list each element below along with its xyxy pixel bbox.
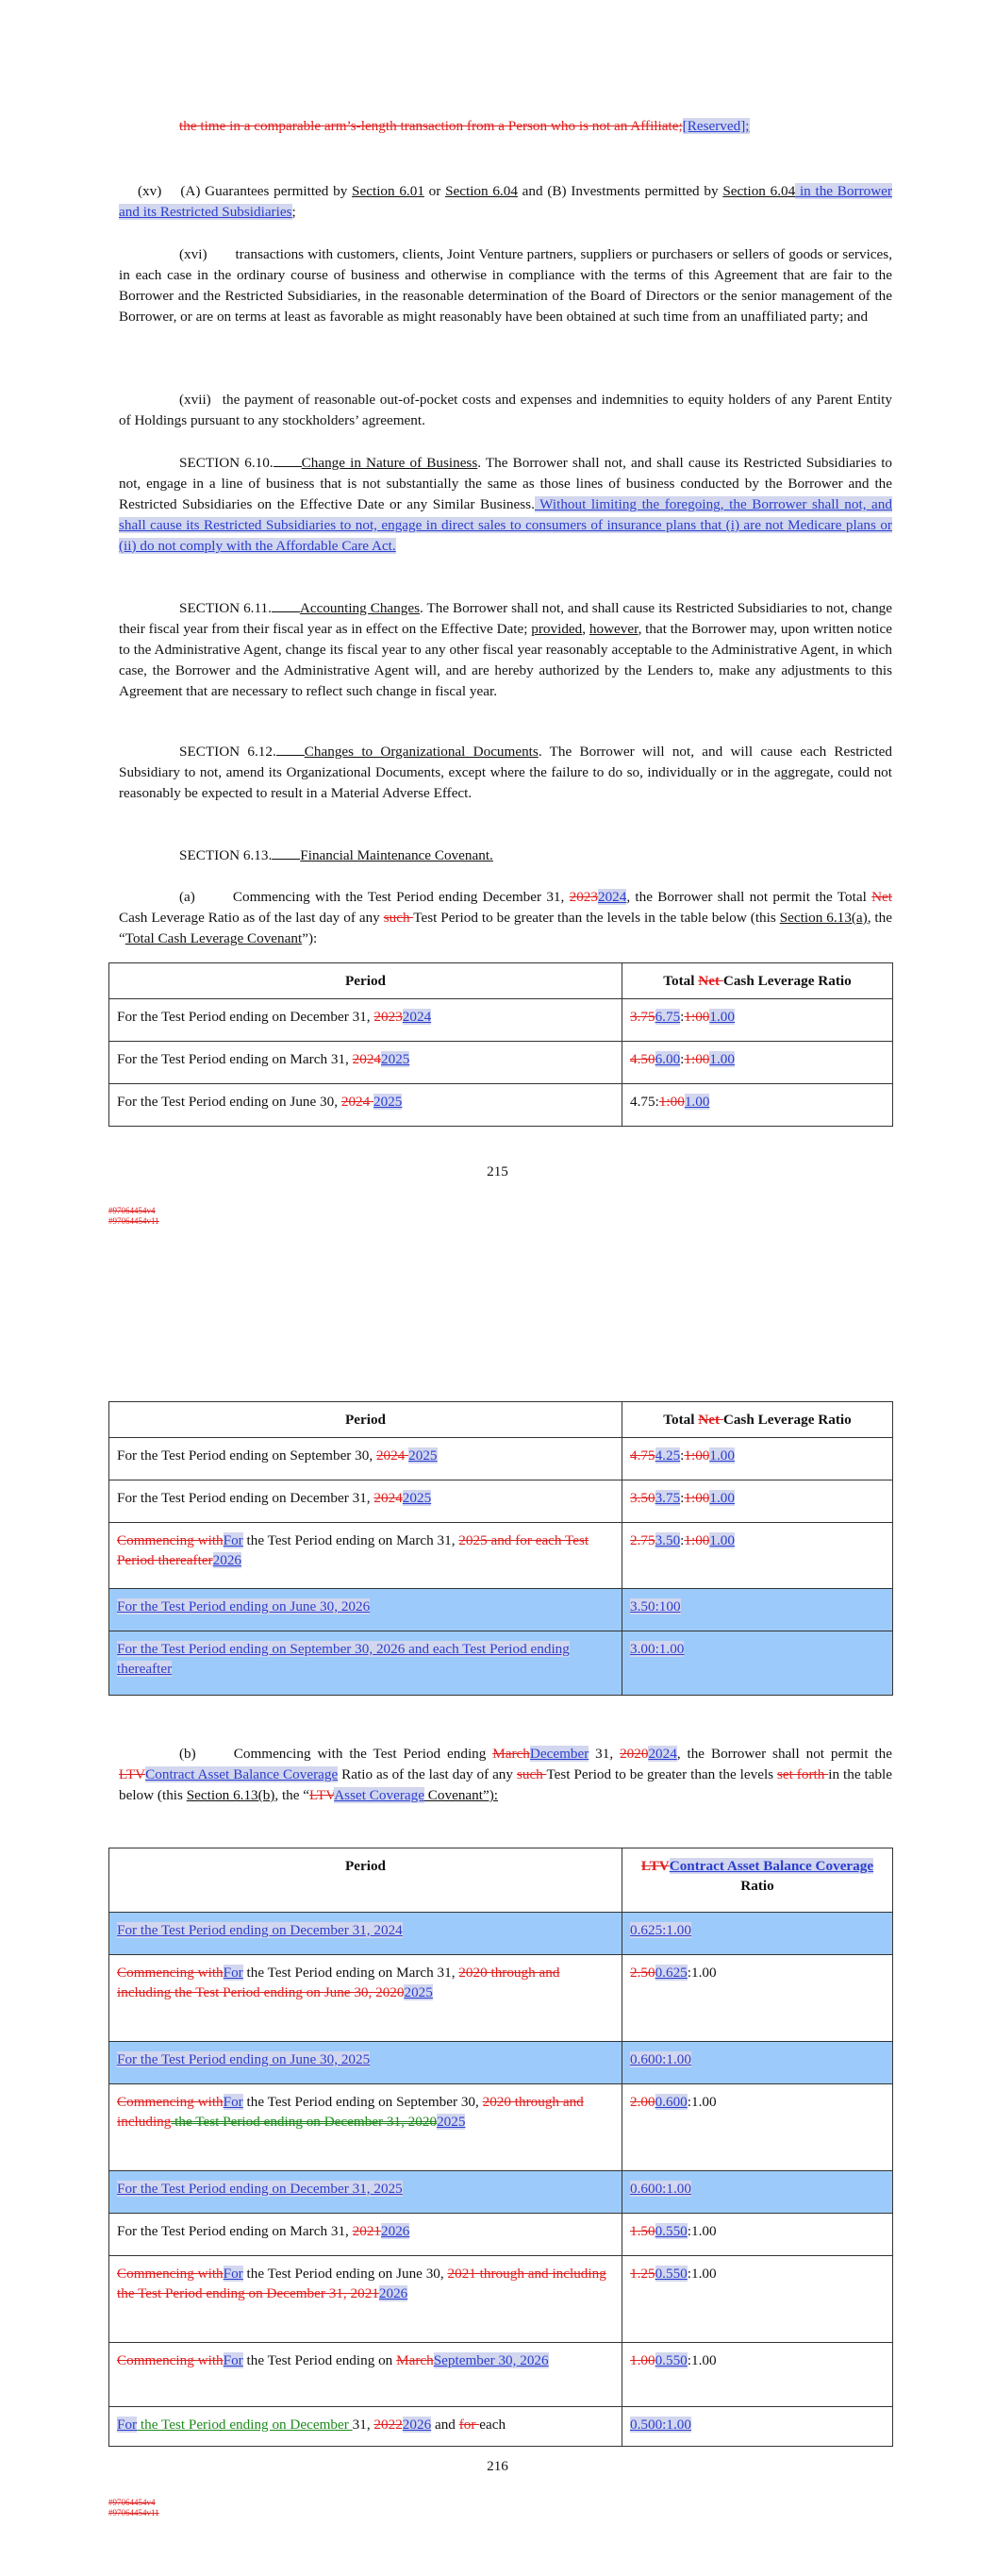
- section-6-12: SECTION 6.12. Changes to Organizational Documents. The Borrower will not, and will cause each Restricted Subsidiary to not, amend its Organizational Documents, except where the failure to do so, individually or in the aggregate, could not reasonably be expected to result in a Material Adverse Effect.: [119, 744, 892, 801]
- section-6-11: SECTION 6.11. Accounting Changes. The Borrower shall not, and shall cause its Restricted Subsidiaries to not, change their fiscal year from their fiscal year as in effect on the Effective Date; provided, however, that the Borrower may, upon written notice to the Administrative Agent, change its fiscal year to any other fiscal year reasonably acceptable to the Administrative Agent, in which case, the Borrower and the Administrative Agent will, and are hereby authorized by the Lenders to, make any adjustments to this Agreement that are necessary to reflect such change in fiscal year.: [119, 600, 893, 699]
- page-215: [0, 0, 995, 1283]
- table-row: For the Test Period ending on September 30, 2024 2025 4.754.25:1:001.00: [109, 1438, 893, 1480]
- table-row: For the Test Period ending on December 31, 20222026 and for each 0.500:1.00: [109, 2407, 893, 2447]
- table-row: Commencing withFor the Test Period ending on June 30, 2021 through and including the Test Period ending on December 31, 20212026 1.250.550:1.00: [109, 2256, 893, 2343]
- clause-xvii: (xvii) the payment of reasonable out-of-pocket costs and expenses and indemnities to equity holders of any Parent Entity of Holdings pursuant to any stockholders’ agreement.: [119, 392, 892, 428]
- column-header-ratio: LTVContract Asset Balance Coverage Ratio: [622, 1848, 893, 1913]
- clause-b: (b) Commencing with the Test Period ending MarchDecember 31, 20202024, the Borrower shall not permit the LTVContract Asset Balance Coverage Ratio as of the last day of any such Test Period to be greater than the levels set forth in the table below (this Section 6.13(b), the “LTVAsset Coverage Covenant”):: [119, 1746, 892, 1803]
- footer-doc-id-1: #97064454v4: [108, 2498, 156, 2507]
- table-row: For the Test Period ending on December 31, 20242025 3.503.75:1:001.00: [109, 1480, 893, 1523]
- column-header-ratio: Total Net Cash Leverage Ratio: [622, 1402, 893, 1438]
- table-row: Commencing withFor the Test Period ending on March 31, 2020 through and including the Test Period ending on June 30, 20202025 2.500.625:1.00: [109, 1955, 893, 2042]
- asset-coverage-table: [108, 1848, 893, 2447]
- leverage-table-1: [108, 962, 893, 1127]
- column-header-period: Period: [109, 963, 622, 999]
- table-row: Commencing withFor the Test Period ending on MarchSeptember 30, 2026 1.000.550:1.00: [109, 2343, 893, 2407]
- clause-xvi: (xvi) transactions with customers, clients, Joint Venture partners, suppliers or purchasers or sellers of goods or services, in each case in the ordinary course of business and otherwise in compliance with the terms of this Agreement that are fair to the Borrower and the Restricted Subsidiaries, in the reasonable determination of the Board of Directors or the senior management of the Borrower, or are on terms at least as favorable as might reasonably have been obtained at such time from an unaffiliated party; and: [119, 246, 892, 325]
- leverage-table-2: [108, 1401, 893, 1696]
- table-header-row: [109, 1402, 893, 1438]
- table-row: Commencing withFor the Test Period ending on March 31, 2025 and for each Test Period thereafter2026 2.753.50:1:001.00: [109, 1523, 893, 1589]
- table-row: For the Test Period ending on June 30, 2025 0.600:1.00: [109, 2042, 893, 2084]
- column-header-period: Period: [109, 1848, 622, 1913]
- page-number: 215: [487, 1163, 508, 1179]
- table-row: Commencing withFor the Test Period ending on September 30, 2020 through and including the Test Period ending on December 31, 20202025 2.000.600:1.00: [109, 2084, 893, 2171]
- table-row: For the Test Period ending on September 30, 2026 and each Test Period ending thereafter 3.00:1.00: [109, 1631, 893, 1696]
- footer-doc-id-2: #97064454v11: [108, 1216, 159, 1226]
- table-header-row: [109, 1848, 893, 1913]
- table-row: For the Test Period ending on June 30, 2026 3.50:100: [109, 1589, 893, 1631]
- footer-doc-id-2: #97064454v11: [108, 2508, 159, 2517]
- table-row: For the Test Period ending on December 31, 2025 0.600:1.00: [109, 2171, 893, 2214]
- table-row: For the Test Period ending on June 30, 2024 2025 4.75:1:001.00: [109, 1084, 893, 1127]
- column-header-period: Period: [109, 1402, 622, 1438]
- page-216: [0, 1283, 995, 2576]
- reserved-paragraph: the time in a comparable arm’s-length transaction from a Person who is not an Affiliate;[Reserved];: [179, 118, 750, 134]
- page-number: 216: [487, 2458, 508, 2474]
- table-row: For the Test Period ending on December 31, 2024 0.625:1.00: [109, 1913, 893, 1955]
- clause-xv: (xv) (A) Guarantees permitted by Section 6.01 or Section 6.04 and (B) Investments permitted by Section 6.04 in the Borrower and its Restricted Subsidiaries;: [119, 183, 892, 220]
- footer-doc-id-1: #97064454v4: [108, 1206, 156, 1215]
- table-row: For the Test Period ending on December 31, 20232024 3.756.75:1:001.00: [109, 999, 893, 1042]
- table-row: For the Test Period ending on March 31, 20212026 1.500.550:1.00: [109, 2214, 893, 2256]
- section-6-10: SECTION 6.10. Change in Nature of Business. The Borrower shall not, and shall cause its Restricted Subsidiaries to not, engage in a line of business that is not substantially the same as those lines of business conducted by the Borrower and the Restricted Subsidiaries on the Effective Date or any Similar Business. Without limiting the foregoing, the Borrower shall not, and shall cause its Restricted Subsidiaries to not, engage in direct sales to consumers of insurance plans that (i) are not Medicare plans or (ii) do not comply with the Affordable Care Act.: [119, 455, 893, 554]
- table-row: For the Test Period ending on March 31, 20242025 4.506.00:1:001.00: [109, 1042, 893, 1084]
- column-header-ratio: Total Net Cash Leverage Ratio: [622, 963, 893, 999]
- table-header-row: [109, 963, 893, 999]
- clause-a: (a) Commencing with the Test Period ending December 31, 20232024, the Borrower shall not permit the Total Net Cash Leverage Ratio as of the last day of any such Test Period to be greater than the levels in the table below (this Section 6.13(a), the “Total Cash Leverage Covenant”):: [119, 889, 892, 946]
- section-6-13: SECTION 6.13. Financial Maintenance Covenant.: [179, 847, 493, 863]
